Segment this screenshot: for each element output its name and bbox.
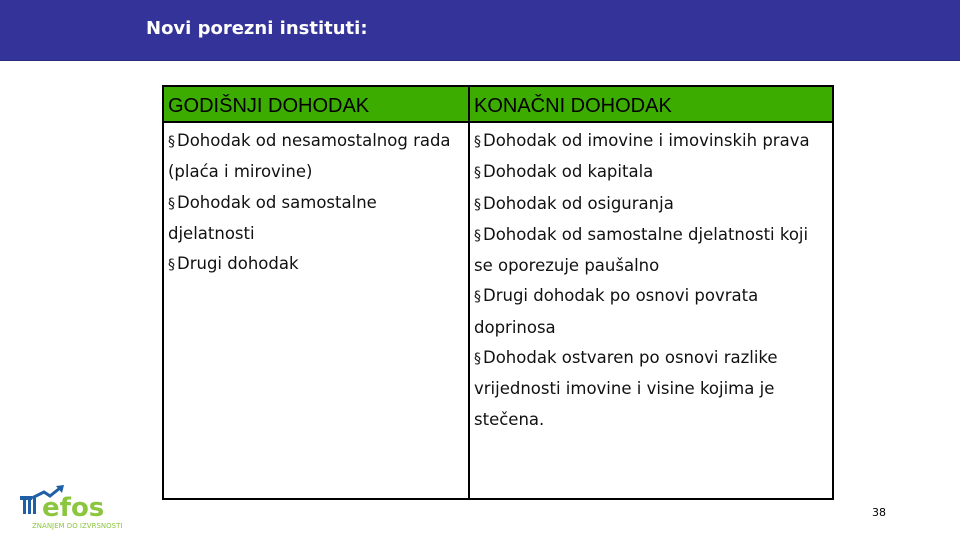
list-item: § Drugi dohodak xyxy=(168,249,464,280)
list-item: § Dohodak od samostalne djelatnosti koji se oporezuje paušalno xyxy=(474,220,828,282)
list-item: § Dohodak ostvaren po osnovi razlike vrijednosti imovine i visine kojima je stečena. xyxy=(474,343,828,435)
list-item: § Dohodak od samostalne djelatnosti xyxy=(168,188,464,250)
slide-title: Novi porezni instituti: xyxy=(146,18,368,39)
slide-number: 38 xyxy=(872,506,886,519)
column-header-annual-income: GODIŠNJI DOHODAK xyxy=(163,86,469,122)
final-income-list xyxy=(469,122,833,499)
logo-tagline: ZNANJEM DO IZVRSNOSTI xyxy=(32,522,123,530)
svg-text:efos: efos xyxy=(42,493,105,523)
list-item: § Drugi dohodak po osnovi povrata doprinosa xyxy=(474,281,828,343)
list-item: § Dohodak od osiguranja xyxy=(474,189,828,220)
income-table xyxy=(162,85,834,500)
title-bar xyxy=(0,0,960,61)
list-item: § Dohodak od imovine i imovinskih prava xyxy=(474,126,828,157)
list-item: § Dohodak od nesamostalnog rada (plaća i mirovine) xyxy=(168,126,464,188)
list-item: § Dohodak od kapitala xyxy=(474,157,828,188)
efos-logo xyxy=(18,484,140,532)
annual-income-list xyxy=(163,122,469,499)
column-header-final-income: KONAČNI DOHODAK xyxy=(469,86,833,122)
